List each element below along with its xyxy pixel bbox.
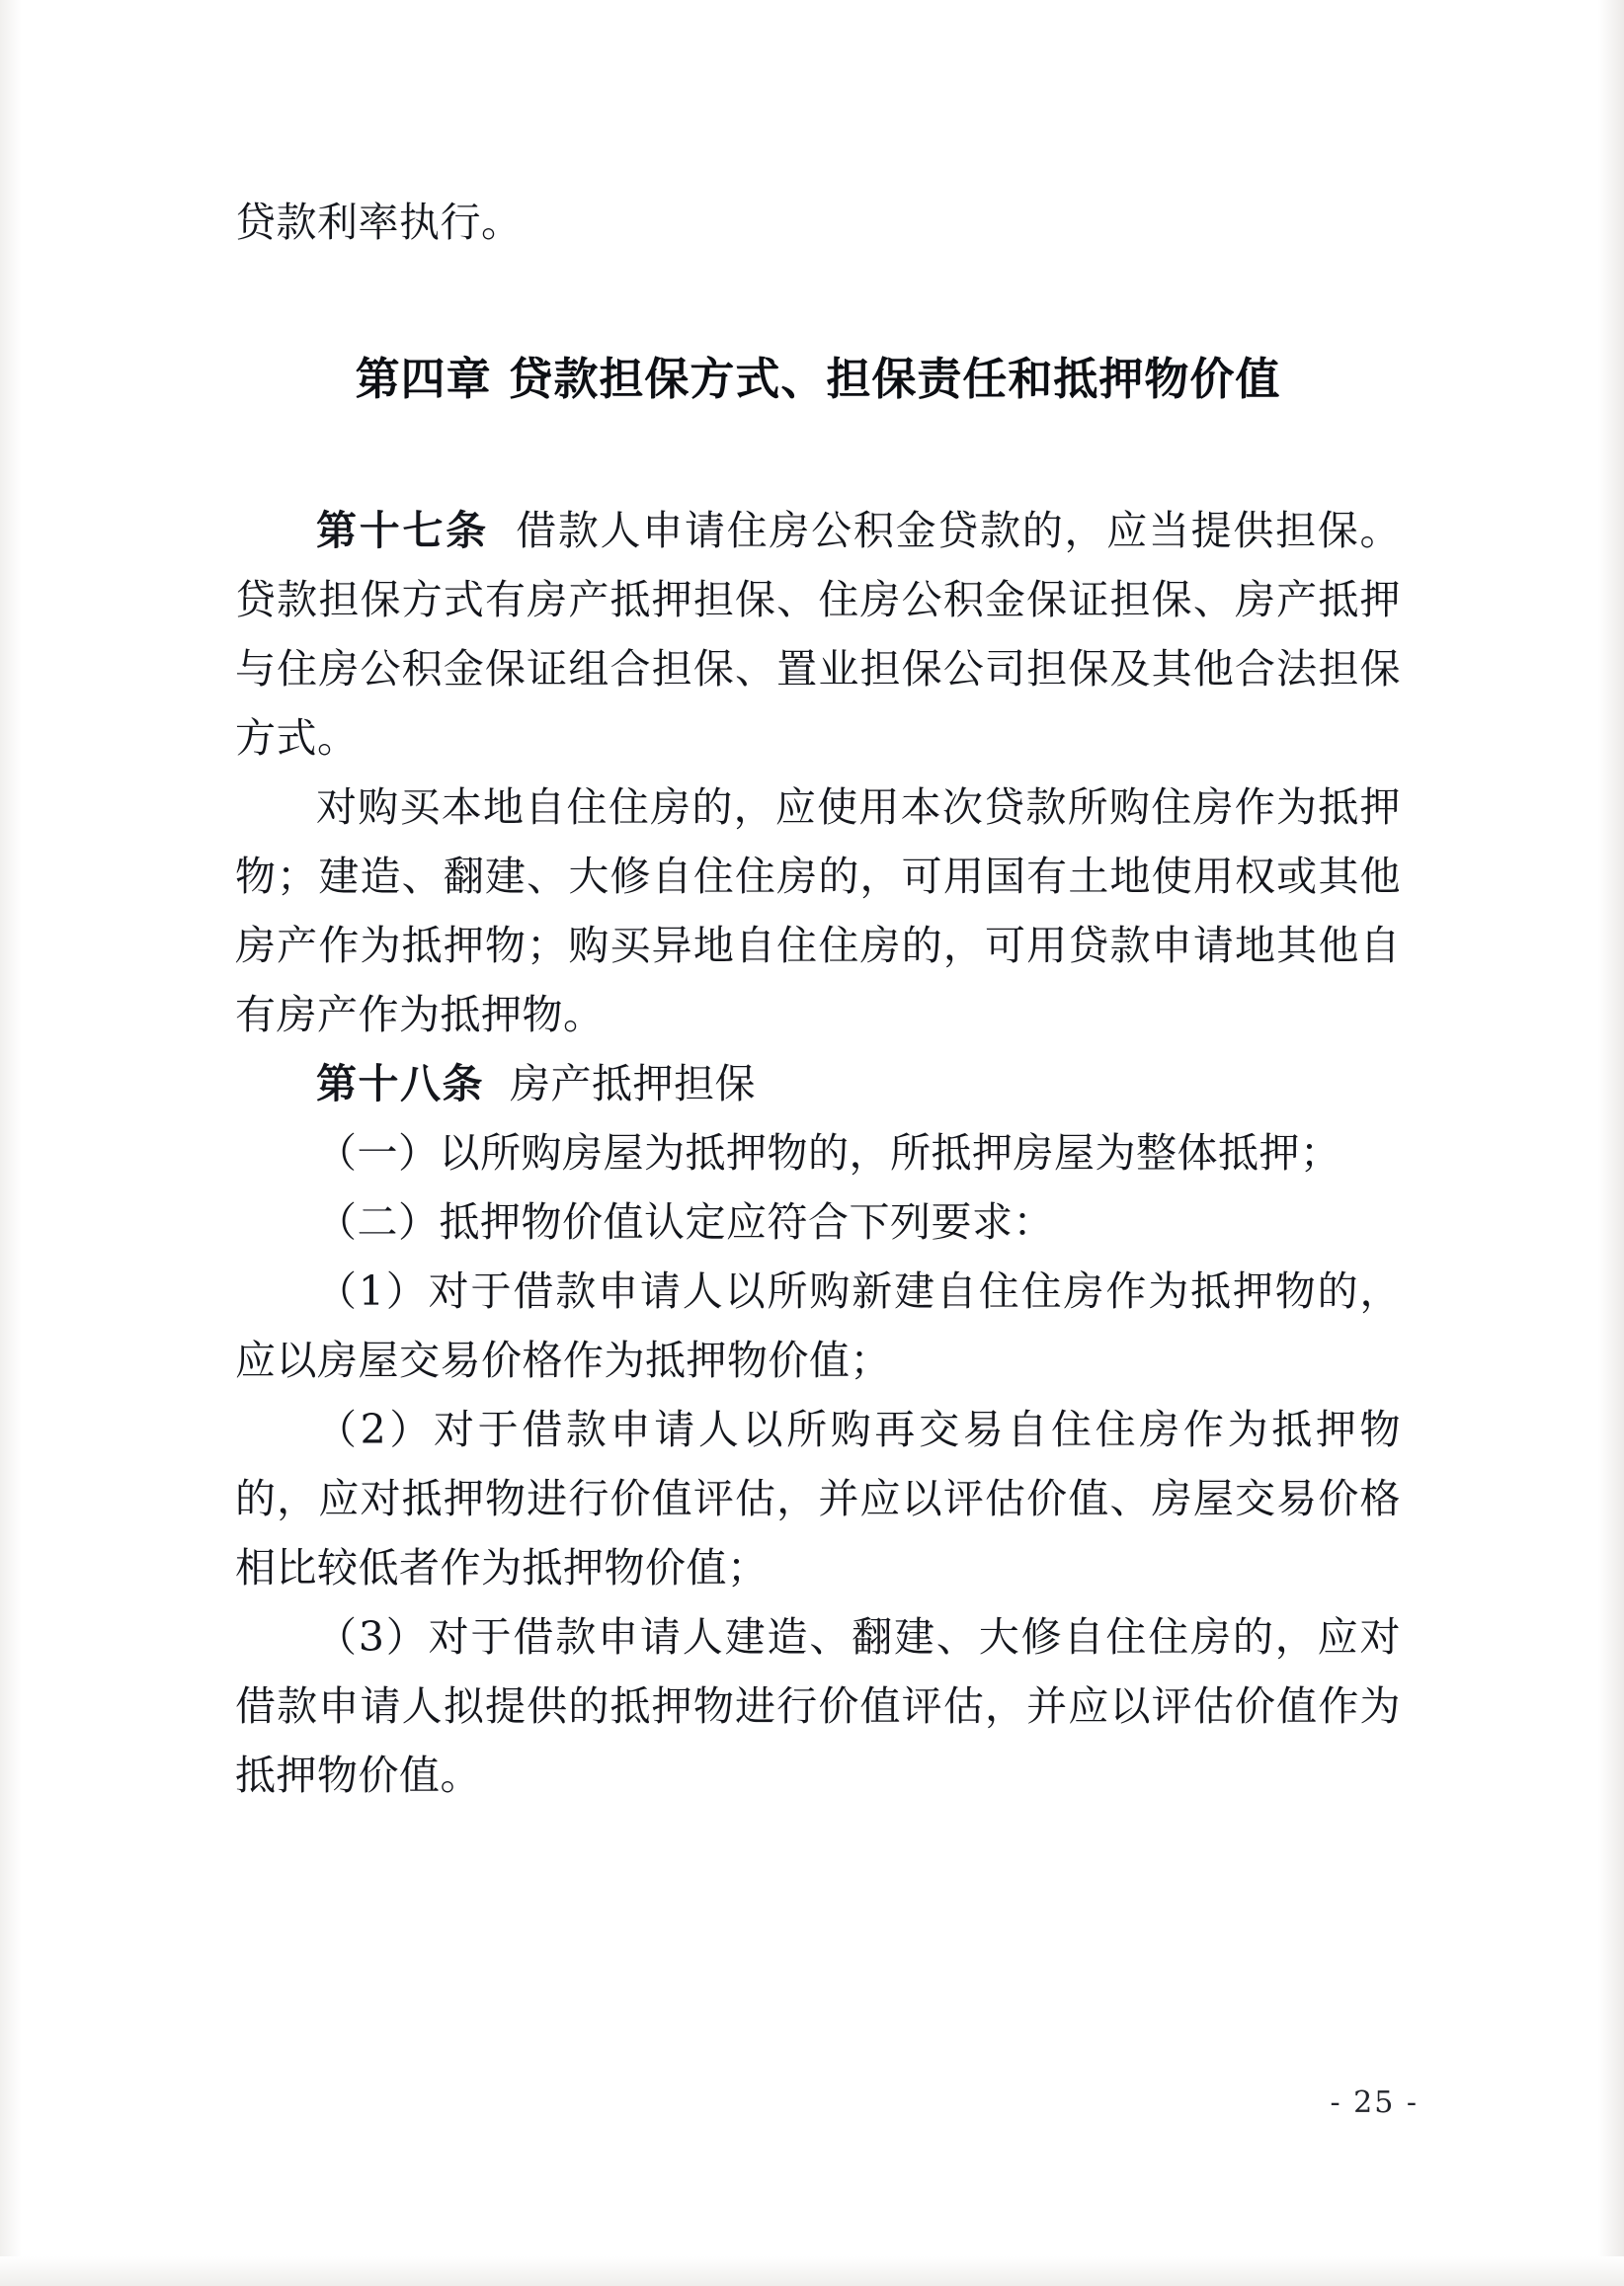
article-18-item-2: （二）抵押物价值认定应符合下列要求： — [316, 1198, 1054, 1246]
carryover-line: 贷款利率执行。 — [235, 199, 523, 246]
scan-edge-shading-bottom — [0, 2256, 1624, 2286]
article-18-item-1: （一）以所购房屋为抵押物的，所抵押房屋为整体抵押； — [316, 1129, 1341, 1177]
spacer-before-heading — [235, 257, 1401, 348]
article-18-paragraph — [235, 1049, 1401, 1118]
article-17-text: 借款人申请住房公积金贷款的，应当提供担保。贷款担保方式有房产抵押担保、住房公积金保证担保、房产抵押与住房公积金保证组合担保、置业担保公司担保及其他合法担保方式。 — [235, 507, 1402, 762]
article-17-label: 第十七条 — [316, 507, 489, 554]
scan-edge-shading-left — [0, 0, 22, 2286]
spacer-after-heading — [235, 411, 1401, 496]
article-18-label: 第十八条 — [316, 1060, 484, 1107]
article-18-item-2-sub-2: （2）对于借款申请人以所购再交易自住住房作为抵押物的，应对抵押物进行价值评估，并应以评估价值、房屋交易价格相比较低者作为抵押物价值； — [235, 1406, 1401, 1592]
chapter-heading: 第四章 贷款担保方式、担保责任和抵押物价值 — [355, 353, 1281, 405]
scan-edge-shading-right — [1598, 0, 1624, 2286]
article-17-paragraph — [235, 496, 1401, 773]
article-18-item-2-sub-3: （3）对于借款申请人建造、翻建、大修自住住房的，应对借款申请人拟提供的抵押物进行价值评估，并应以评估价值作为抵押物价值。 — [235, 1613, 1401, 1799]
article-18-item-2-sub-1: （1）对于借款申请人以所购新建自住住房作为抵押物的，应以房屋交易价格作为抵押物价值； — [235, 1267, 1401, 1384]
page-number: - 25 - — [1330, 2085, 1419, 2120]
article-17-paragraph-2: 对购买本地自住住房的，应使用本次贷款所购住房作为抵押物；建造、翻建、大修自住住房的，可用国有土地使用权或其他房产作为抵押物；购买异地自住住房的，可用贷款申请地其他自有房产作为抵押物。 — [235, 783, 1401, 1038]
page-content — [235, 188, 1401, 1810]
article-18-text: 房产抵押担保 — [510, 1060, 756, 1107]
